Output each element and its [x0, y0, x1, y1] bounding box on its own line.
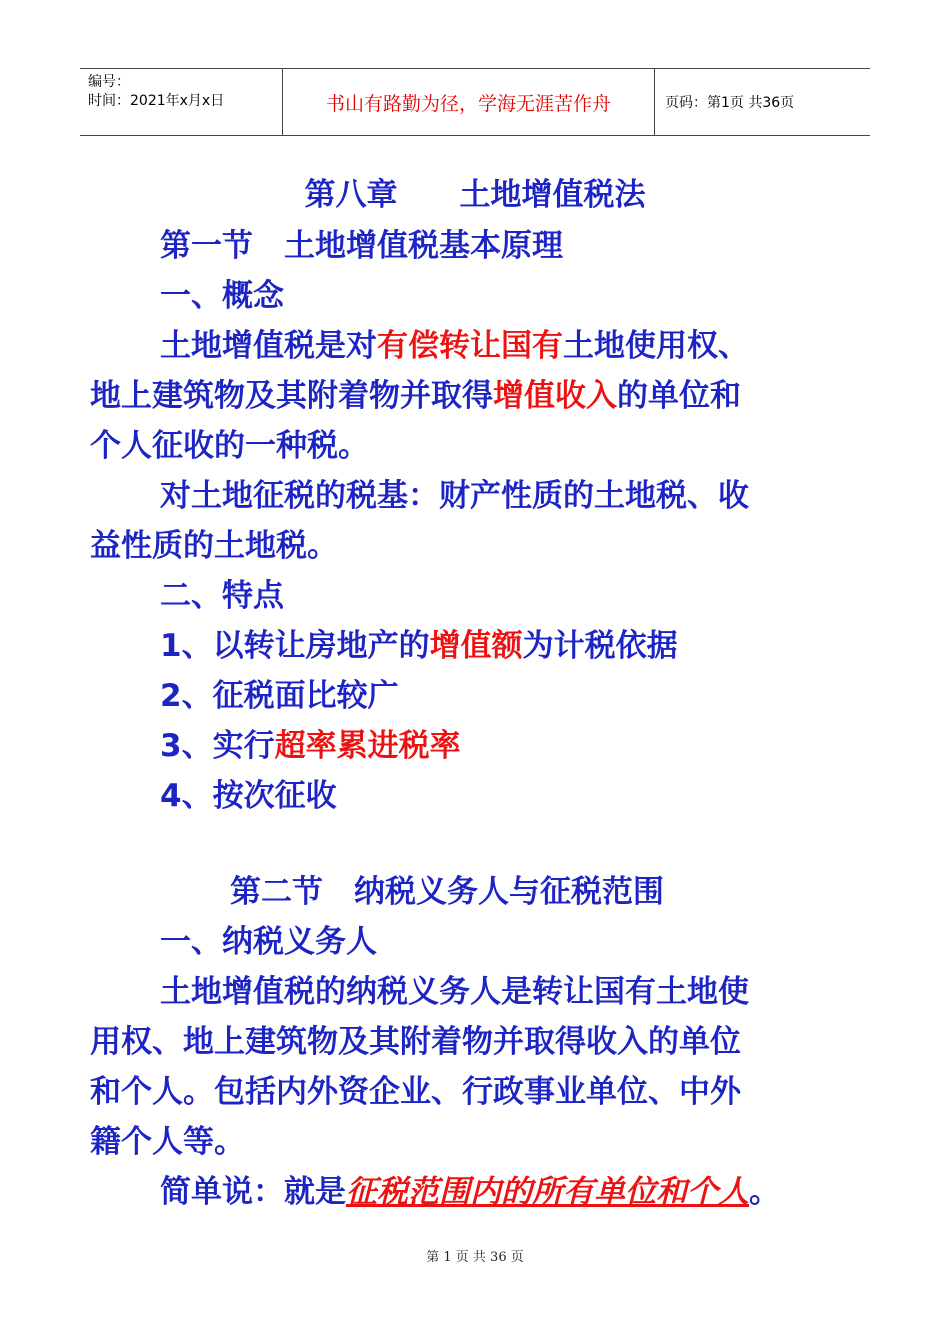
definition-line-3: 个人征收的一种税。 — [90, 428, 369, 464]
taxpayer-line-4: 籍个人等。 — [90, 1124, 245, 1160]
definition-line-2 — [90, 376, 870, 416]
highlight-text: 增值额 — [429, 628, 523, 664]
feature-4: 4、按次征收 — [160, 778, 337, 814]
text-run: 土地使用权、 — [563, 328, 749, 364]
text-run: 1、以转让房地产的 — [160, 628, 430, 664]
taxpayer-line-3: 和个人。包括内外资企业、行政事业单位、中外 — [90, 1074, 741, 1110]
page-footer: 第 1 页 共 36 页 — [426, 1250, 524, 1265]
highlight-text: 超率累进税率 — [274, 728, 461, 764]
taxpayer-line-2: 用权、地上建筑物及其附着物并取得收入的单位 — [90, 1024, 741, 1060]
time-label: 时间：2021年x月x日 — [88, 93, 225, 109]
header-meta — [80, 69, 283, 135]
highlight-text: 增值收入 — [493, 378, 617, 414]
highlight-text: 有偿转让国有 — [377, 328, 563, 364]
number-label: 编号： — [88, 74, 130, 90]
definition-line-1 — [160, 326, 870, 366]
taxpayer-line-1: 土地增值税的纳税义务人是转让国有土地使 — [160, 974, 749, 1010]
header-motto: 书山有路勤为径，学海无涯苦作舟 — [283, 69, 655, 135]
section2-heading: 第二节 纳税义务人与征税范围 — [230, 874, 664, 910]
feature-2: 2、征税面比较广 — [160, 678, 399, 714]
chapter-title: 第八章 土地增值税法 — [304, 177, 646, 213]
tax-base-line-1: 对土地征税的税基：财产性质的土地税、收 — [160, 478, 749, 514]
highlight-text: 征税范围内的所有单位和个人 — [346, 1174, 749, 1210]
text-run: 3、实行 — [160, 728, 275, 764]
tax-base-line-2: 益性质的土地税。 — [90, 528, 338, 564]
section1-sub-features: 二、特点 — [160, 578, 284, 614]
feature-1 — [160, 626, 870, 666]
simple-summary — [160, 1172, 870, 1212]
section1-sub-concept: 一、概念 — [160, 278, 284, 314]
text-run: 土地增值税是对 — [160, 328, 377, 364]
text-run: 简单说：就是 — [160, 1174, 346, 1210]
text-run: 的单位和 — [617, 378, 741, 414]
text-run: 为计税依据 — [522, 628, 678, 664]
text-run: 。 — [749, 1174, 780, 1210]
feature-3 — [160, 726, 870, 766]
text-run: 地上建筑物及其附着物并取得 — [90, 378, 493, 414]
section1-heading: 第一节 土地增值税基本原理 — [160, 228, 563, 264]
page-header — [80, 68, 870, 136]
header-page-info: 页码：第1页 共36页 — [665, 95, 795, 111]
section2-sub-taxpayer: 一、纳税义务人 — [160, 924, 377, 960]
